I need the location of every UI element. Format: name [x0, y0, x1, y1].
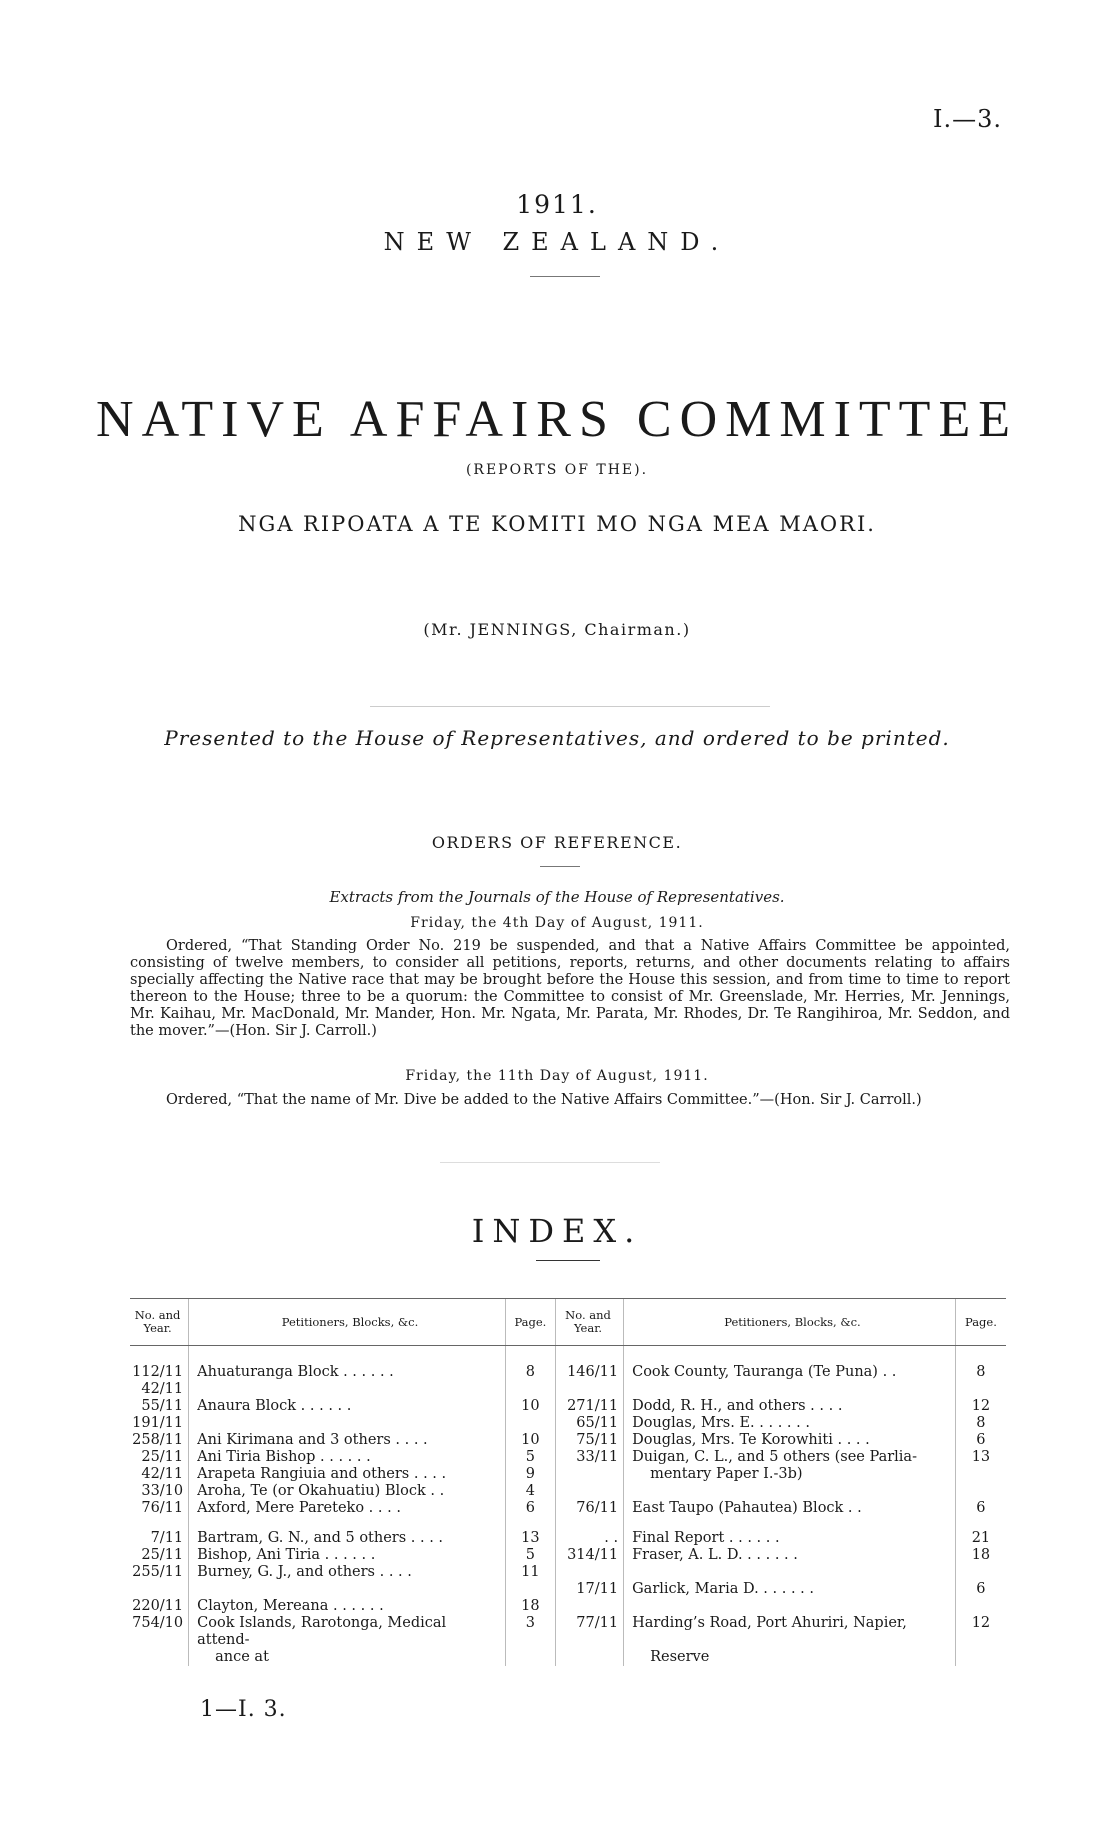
- cell-name: Ani Kirimana and 3 others . . . .: [189, 1432, 506, 1449]
- table-row: [130, 1500, 1006, 1517]
- table-row: [130, 1398, 1006, 1415]
- cell-no: 258/11: [132, 1432, 184, 1448]
- page-reference: I.—3.: [932, 105, 1002, 133]
- cell-name: Arapeta Rangiuia and others . . . .: [189, 1466, 506, 1483]
- cell-name: Anaura Block . . . . . .: [189, 1398, 506, 1415]
- cell-name: East Taupo (Pahautea) Block . .: [624, 1500, 956, 1517]
- col-no-year-2: No. and Year.: [555, 1299, 623, 1346]
- cell-no: 255/11: [132, 1564, 184, 1580]
- col-page: Page.: [505, 1299, 555, 1346]
- cell-name: Harding’s Road, Port Ahuriri, Napier,: [624, 1615, 956, 1649]
- cell-page: 3: [505, 1615, 555, 1649]
- cell-name: Dodd, R. H., and others . . . .: [624, 1398, 956, 1415]
- cell-no: 76/11: [555, 1500, 623, 1517]
- order-date-2: Friday, the 11th Day of August, 1911.: [405, 1068, 709, 1084]
- cell-name: [624, 1598, 956, 1615]
- cell-no: [555, 1381, 623, 1398]
- cell-name: [189, 1381, 506, 1398]
- cell-page: 21: [955, 1530, 1006, 1547]
- cell-name: Burney, G. J., and others . . . .: [189, 1564, 506, 1581]
- cell-no: 65/11: [555, 1415, 623, 1432]
- cell-name: Clayton, Mereana . . . . . .: [189, 1598, 506, 1615]
- cell-page: 18: [505, 1598, 555, 1615]
- footer-signature: 1—I. 3.: [200, 1697, 287, 1722]
- cell-name-continuation: mentary Paper I.-3b): [650, 1466, 803, 1482]
- table-row: [130, 1615, 1006, 1649]
- table-row: [130, 1564, 1006, 1581]
- cell-name: Ani Tiria Bishop . . . . . .: [189, 1449, 506, 1466]
- table-row: [130, 1530, 1006, 1547]
- index-table: [130, 1298, 1006, 1666]
- cell-page: 8: [955, 1346, 1006, 1382]
- cell-name-continuation: ance at: [215, 1649, 269, 1665]
- cell-no: 314/11: [555, 1547, 623, 1564]
- extracts-line: Extracts from the Journals of the House of Representatives.: [329, 888, 785, 906]
- cell-no: 75/11: [555, 1432, 623, 1449]
- cell-no: 33/10: [141, 1483, 184, 1499]
- cell-page: [955, 1564, 1006, 1581]
- cell-no: [555, 1466, 623, 1483]
- cell-no: 76/11: [141, 1500, 184, 1516]
- cell-page: 12: [955, 1615, 1006, 1649]
- index-header-row: [130, 1299, 1006, 1346]
- cell-no: [555, 1649, 623, 1666]
- cell-no: 25/11: [141, 1449, 184, 1465]
- cell-no: 42/11: [141, 1466, 184, 1482]
- cell-no: [130, 1649, 189, 1666]
- cell-name: Cook County, Tauranga (Te Puna) . .: [624, 1346, 956, 1382]
- cell-page: 10: [505, 1432, 555, 1449]
- order-paragraph-1: Ordered, “That Standing Order No. 219 be suspended, and that a Native Affairs Committee be appointed, consisting of twelve members, to consider all petitions, reports, returns, and other documents relating to affairs specially affecting the Native race that may be brought before the House this session, and from time to time to report thereon to the House; three to be a quorum: the Committee to consist of Mr. Greenslade, Mr. Herries, Mr. Jennings, Mr. Kaihau, Mr. MacDonald, Mr. Mander, Hon. Mr. Ngata, Mr. Parata, Mr. Rhodes, Dr. Te Rangihiroa, Mr. Seddon, and the mover.”—(Hon. Sir J. Carroll.): [130, 938, 1010, 1039]
- cell-no: 191/11: [132, 1415, 184, 1431]
- country-heading: NEW ZEALAND.: [383, 228, 731, 256]
- table-row: [130, 1381, 1006, 1398]
- cell-page: 6: [505, 1500, 555, 1517]
- cell-page: 6: [955, 1432, 1006, 1449]
- cell-page: 5: [505, 1449, 555, 1466]
- cell-page: [955, 1649, 1006, 1666]
- cell-name: [624, 1381, 956, 1398]
- cell-page: 5: [505, 1547, 555, 1564]
- cell-page: [505, 1649, 555, 1666]
- cell-name: [189, 1581, 506, 1598]
- cell-page: [505, 1381, 555, 1398]
- cell-no: 42/11: [141, 1381, 184, 1397]
- divider: [530, 276, 600, 277]
- order-paragraph-2: Ordered, “That the name of Mr. Dive be added to the Native Affairs Committee.”—(Hon. Sir J. Carroll.): [166, 1092, 922, 1108]
- col-no-year: No. and Year.: [130, 1299, 189, 1346]
- presented-line: Presented to the House of Representatives, and ordered to be printed.: [164, 726, 950, 750]
- col-page-2: Page.: [955, 1299, 1006, 1346]
- cell-page: 13: [955, 1449, 1006, 1466]
- table-spacer: [130, 1517, 1006, 1530]
- cell-name: Garlick, Maria D. . . . . . .: [624, 1581, 956, 1598]
- cell-name: [624, 1483, 956, 1500]
- cell-name: Bartram, G. N., and 5 others . . . .: [189, 1530, 506, 1547]
- cell-page: 8: [505, 1346, 555, 1382]
- table-row: [130, 1466, 1006, 1483]
- cell-page: 18: [955, 1547, 1006, 1564]
- cell-name: Cook Islands, Rarotonga, Medical attend-: [189, 1615, 506, 1649]
- divider: [440, 1162, 660, 1163]
- order-date-1: Friday, the 4th Day of August, 1911.: [410, 915, 704, 931]
- cell-no: 17/11: [555, 1581, 623, 1598]
- cell-page: 12: [955, 1398, 1006, 1415]
- divider: [540, 866, 580, 867]
- cell-name: Bishop, Ani Tiria . . . . . .: [189, 1547, 506, 1564]
- cell-name: [624, 1564, 956, 1581]
- cell-page: [955, 1483, 1006, 1500]
- cell-page: 4: [505, 1483, 555, 1500]
- cell-name-continuation: Reserve: [650, 1649, 710, 1665]
- document-year: 1911.: [516, 190, 598, 219]
- table-row: [130, 1432, 1006, 1449]
- orders-of-reference-heading: ORDERS OF REFERENCE.: [431, 833, 683, 852]
- table-row: [130, 1346, 1006, 1382]
- table-row: [130, 1581, 1006, 1598]
- cell-name: Duigan, C. L., and 5 others (see Parlia-: [624, 1449, 956, 1466]
- cell-no: 112/11: [132, 1364, 184, 1380]
- cell-name: [189, 1649, 506, 1666]
- cell-page: [505, 1415, 555, 1432]
- page-subtitle: (REPORTS OF THE).: [465, 462, 649, 478]
- cell-page: [505, 1581, 555, 1598]
- cell-no: [555, 1564, 623, 1581]
- cell-page: 6: [955, 1581, 1006, 1598]
- cell-page: [955, 1598, 1006, 1615]
- cell-name: [624, 1649, 956, 1666]
- col-petitioners-2: Petitioners, Blocks, &c.: [624, 1299, 956, 1346]
- table-row: [130, 1415, 1006, 1432]
- cell-page: 9: [505, 1466, 555, 1483]
- cell-no: [555, 1598, 623, 1615]
- cell-no: [130, 1581, 189, 1598]
- cell-name: Aroha, Te (or Okahuatiu) Block . .: [189, 1483, 506, 1500]
- cell-name: Douglas, Mrs. Te Korowhiti . . . .: [624, 1432, 956, 1449]
- cell-no: 77/11: [555, 1615, 623, 1649]
- cell-no: 7/11: [150, 1530, 184, 1546]
- index-heading: INDEX.: [471, 1212, 643, 1250]
- cell-no: . .: [555, 1530, 623, 1547]
- cell-no: [555, 1483, 623, 1500]
- cell-page: 8: [955, 1415, 1006, 1432]
- cell-name: Fraser, A. L. D. . . . . . .: [624, 1547, 956, 1564]
- cell-no: 754/10: [132, 1615, 184, 1631]
- cell-name: Final Report . . . . . .: [624, 1530, 956, 1547]
- cell-page: 13: [505, 1530, 555, 1547]
- cell-page: [955, 1381, 1006, 1398]
- cell-no: 146/11: [555, 1346, 623, 1382]
- table-row: [130, 1649, 1006, 1666]
- cell-no: 55/11: [141, 1398, 184, 1414]
- table-row: [130, 1449, 1006, 1466]
- cell-no: 25/11: [141, 1547, 184, 1563]
- chairman-line: (Mr. JENNINGS, Chairman.): [423, 620, 691, 639]
- cell-name: Douglas, Mrs. E. . . . . . .: [624, 1415, 956, 1432]
- cell-no: 271/11: [555, 1398, 623, 1415]
- cell-page: 6: [955, 1500, 1006, 1517]
- page-title: NATIVE AFFAIRS COMMITTEE: [96, 391, 1018, 448]
- divider: [536, 1260, 600, 1261]
- cell-name: Axford, Mere Pareteko . . . .: [189, 1500, 506, 1517]
- col-petitioners: Petitioners, Blocks, &c.: [189, 1299, 506, 1346]
- table-row: [130, 1598, 1006, 1615]
- cell-no: 33/11: [555, 1449, 623, 1466]
- table-row: [130, 1483, 1006, 1500]
- cell-name: [624, 1466, 956, 1483]
- table-row: [130, 1547, 1006, 1564]
- cell-no: 220/11: [132, 1598, 184, 1614]
- cell-name: [189, 1415, 506, 1432]
- maori-title: NGA RIPOATA A TE KOMITI MO NGA MEA MAORI.: [238, 512, 876, 536]
- cell-page: 10: [505, 1398, 555, 1415]
- cell-page: [955, 1466, 1006, 1483]
- cell-name: Ahuaturanga Block . . . . . .: [189, 1346, 506, 1382]
- cell-page: 11: [505, 1564, 555, 1581]
- divider: [370, 706, 770, 707]
